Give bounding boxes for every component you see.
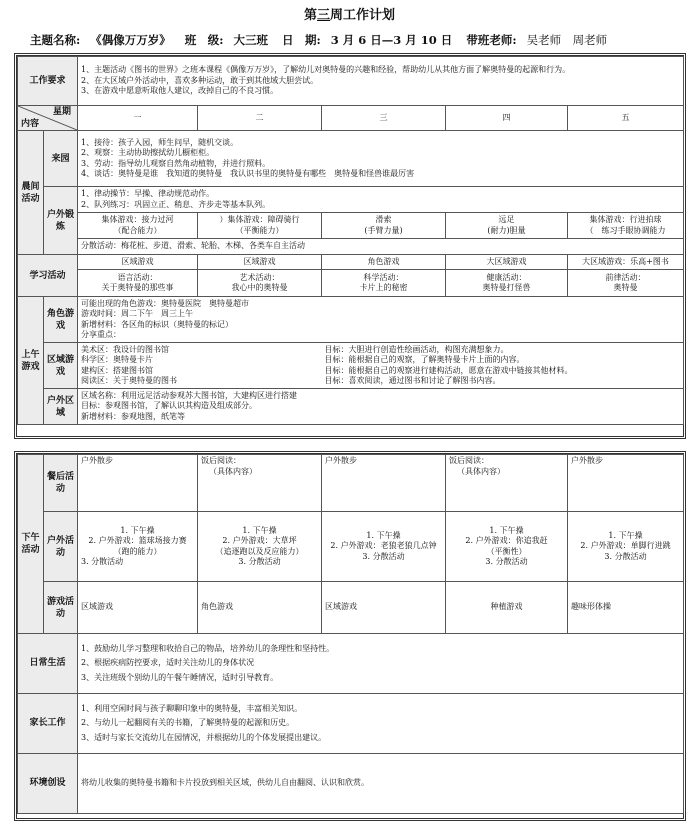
- subject-title: 奥特曼: [613, 283, 638, 292]
- title-prefix: 第: [303, 8, 317, 23]
- arrival-item: 4、谈话：奥特曼是谁 我知道的奥特曼 我认识书里的奥特曼有哪些 奥特曼和怪兽谁最厉害: [81, 169, 415, 178]
- area-game-left: [78, 343, 322, 389]
- study-subject-thu: [446, 270, 568, 297]
- study-game-thu: 大区域游戏: [446, 255, 568, 270]
- after-meal-tue: [198, 455, 322, 512]
- outdoor-step: 1. 下午操: [489, 525, 524, 535]
- subject-type: 健康活动：: [486, 272, 527, 282]
- exercise-group-goal: （平衡能力）: [235, 225, 284, 235]
- day-header-wed: 三: [322, 106, 446, 131]
- class-value: 大三班: [233, 33, 269, 47]
- exercise-group-title: ）集体游戏：障碍骑行: [219, 215, 300, 224]
- exercise-group-mon: [78, 213, 198, 239]
- study-game-mon: 区域游戏: [78, 255, 198, 270]
- role-item: 可能出现的角色游戏：奥特曼医院 奥特曼超市: [81, 298, 250, 308]
- plan-table-1: [17, 56, 684, 425]
- daily-item: 2、根据疾病防控要求，适时关注幼儿的身体状况: [81, 658, 255, 668]
- subject-type: 前律活动：: [605, 272, 646, 282]
- area-goal: 目标：大胆进行创造性绘画活动，构图充满想象力。: [324, 344, 509, 354]
- after-meal-thu: [446, 455, 568, 512]
- outdoor-step: 2. 户外游戏：你追我赶: [465, 536, 548, 545]
- environment-label: 环境创设: [18, 754, 78, 814]
- arrival-item: 3、劳动：指导幼儿观察自然角动植物，并进行照料。: [81, 158, 271, 168]
- exercise-group-goal: （ 练习手眼协调能力: [585, 225, 666, 235]
- exercise-group-tue: [198, 213, 322, 239]
- area-game-right: [322, 343, 684, 389]
- goals-label: 工作要求: [18, 57, 78, 106]
- theme-value: 《偶像万万岁》: [90, 33, 171, 47]
- outdoor-step: 3. 分散活动: [81, 557, 124, 566]
- outdoor-step: 3. 分散活动: [238, 557, 281, 566]
- exercise-common-item: 2、队列练习：巩固立正、稍息、齐步走等基本队列。: [81, 199, 271, 209]
- afternoon-outdoor-mon: [78, 512, 198, 582]
- exercise-group-title: 集体游戏：行进拍球: [589, 215, 662, 224]
- outdoor-step: 1. 下午操: [608, 530, 643, 540]
- role-item: 分享重点：: [81, 330, 122, 339]
- afternoon-games-label: 游戏活动: [44, 582, 78, 634]
- after-meal-label: 餐后活动: [44, 455, 78, 512]
- exercise-split: 分散活动：梅花桩、步道、滑索、轮胎、木梯、各类车自主活动: [78, 239, 684, 255]
- exercise-group-wed: [322, 213, 446, 239]
- corner-bottom-label: 内容: [21, 118, 40, 129]
- daily-content: [78, 634, 684, 694]
- after-meal-wed: [322, 455, 446, 512]
- afternoon-outdoor-tue: [198, 512, 322, 582]
- role-game-content: [78, 297, 684, 343]
- plan-table-2: [17, 454, 684, 814]
- forenoon-label: 上午游戏: [18, 297, 44, 425]
- exercise-group-title: 集体游戏：接力过河: [101, 215, 174, 224]
- goal-item: 2、在大区域户外活动中，喜欢多种运动，敢于到其他域大胆尝试。: [81, 75, 319, 85]
- afternoon-game-thu: 种植游戏: [446, 582, 568, 634]
- after-meal-activity: 饭后阅读：: [201, 456, 241, 465]
- afternoon-outdoor-label: 户外活动: [44, 512, 78, 582]
- afternoon-label: 下午活动: [18, 455, 44, 634]
- teacher-value: 吴老师 周老师: [526, 33, 608, 47]
- corner-top-label: 星期: [53, 107, 72, 117]
- exercise-label: 户外锻炼: [44, 187, 78, 255]
- area-goal: 目标：喜欢阅读，通过图书和讨论了解图书内容。: [324, 376, 501, 385]
- title-suffix: 周工作计划: [330, 8, 396, 23]
- outdoor-step: 3. 分散活动: [604, 551, 647, 561]
- after-meal-activity: 户外散步: [81, 456, 113, 465]
- teacher-label: 带班老师:: [466, 33, 517, 47]
- title-week: 三: [316, 8, 330, 23]
- role-game-label: 角色游戏: [44, 297, 78, 343]
- exercise-group-thu: [446, 213, 568, 239]
- after-meal-detail: （具体内容）: [457, 466, 505, 476]
- goal-item: 3、在游戏中愿意听取他人建议，改掉自己的不良习惯。: [81, 86, 279, 96]
- exercise-group-goal: (耐力)胆量: [487, 225, 526, 235]
- outdoor-step: （追逐跑以及反应能力）: [215, 546, 304, 556]
- exercise-group-goal: (手臂力量): [364, 225, 403, 235]
- outdoor-step: 1. 下午操: [242, 525, 277, 535]
- study-subject-wed: [322, 270, 446, 297]
- role-item: 新增材料：各区角的标识（奥特曼的标记）: [81, 319, 234, 329]
- environment-content: 将幼儿收集的奥特曼书籍和卡片投放到相关区域，供幼儿自由翻阅、认识和欣赏。: [78, 754, 684, 814]
- daily-label: 日常生活: [18, 634, 78, 694]
- area-goal: 目标：能根据自己的观察进行建构活动，愿意在游戏中链接其他材料。: [324, 365, 573, 375]
- outdoor-step: （跑的能力）: [113, 546, 162, 556]
- subject-title: 我心中的奥特曼: [231, 283, 288, 292]
- arrival-label: 来园: [44, 131, 78, 187]
- after-meal-activity: 饭后阅读：: [449, 456, 489, 465]
- subject-type: 语言活动：: [117, 272, 158, 282]
- parents-label: 家长工作: [18, 694, 78, 754]
- area-game-label: 区域游戏: [44, 343, 78, 389]
- outdoor-step: 3. 分散活动: [362, 551, 405, 561]
- exercise-group-title: 远足: [498, 215, 515, 224]
- parents-item: 2、与幼儿一起翻阅有关的书籍，了解奥特曼的起源和历史。: [81, 718, 295, 728]
- arrival-item: 2、观察：主动协助擦拭幼儿橱柜柜。: [81, 148, 215, 157]
- study-subject-fri: [568, 270, 684, 297]
- outdoor-step: 3. 分散活动: [485, 557, 528, 566]
- outdoor-item: 新增材料：参观地图，纸笔等: [81, 411, 186, 421]
- morning-label: 晨间活动: [18, 131, 44, 255]
- area-item: 阅读区：关于奥特曼的图书: [81, 376, 178, 385]
- theme-label: 主题名称:: [30, 33, 81, 47]
- outdoor-step: 2. 户外游戏：单脚行进跳: [580, 541, 671, 551]
- area-item: 建构区：搭建图书馆: [81, 365, 154, 375]
- area-item: 科学区：奥特曼卡片: [81, 355, 154, 364]
- area-item: 美术区：我设计的图书馆: [81, 344, 170, 354]
- parents-item: 1、利用空闲时间与孩子聊聊印象中的奥特曼，丰富相关知识。: [81, 703, 303, 713]
- study-subject-mon: [78, 270, 198, 297]
- study-game-fri: 大区域游戏：乐高+图书: [568, 255, 684, 270]
- outdoor-step: 1. 下午操: [366, 530, 401, 540]
- afternoon-outdoor-wed: [322, 512, 446, 582]
- goals-content: [78, 57, 684, 106]
- date-label: 日 期:: [282, 33, 321, 47]
- exercise-group-title: 滑索: [375, 215, 392, 224]
- subject-title: 关于奥特曼的那些事: [101, 283, 174, 292]
- arrival-item: 1、接待：孩子入园，师生问早，随机交谈。: [81, 137, 239, 147]
- day-header-fri: 五: [568, 106, 684, 131]
- daily-item: 3、关注班级个别幼儿的午餐午睡情况，适时引导教育。: [81, 672, 279, 682]
- goal-item: 1、主题活动《图书的世界》之班本课程《偶像万万岁》，了解幼儿对奥特曼的兴趣和经验，帮助幼儿从其他方面了解奥特曼的起源和行为。: [81, 65, 571, 75]
- after-meal-mon: [78, 455, 198, 512]
- parents-content: [78, 694, 684, 754]
- arrival-content: [78, 131, 684, 187]
- outdoor-step: 1. 下午操: [120, 525, 155, 535]
- page-title: [0, 4, 699, 23]
- role-item: 游戏时间：周二下午 周三上午: [81, 309, 194, 318]
- afternoon-game-wed: 区域游戏: [322, 582, 446, 634]
- study-game-tue: 区域游戏: [198, 255, 322, 270]
- class-label: 班 级:: [184, 33, 224, 47]
- day-corner-header: [18, 106, 78, 131]
- study-label: 学习活动: [18, 255, 78, 297]
- exercise-common-item: 1、律动操节：早操、律动规范动作。: [81, 189, 215, 198]
- after-meal-activity: 户外散步: [571, 456, 603, 465]
- subject-title: 奥特曼打怪兽: [482, 283, 531, 292]
- day-header-mon: 一: [78, 106, 198, 131]
- afternoon-game-mon: 区域游戏: [78, 582, 198, 634]
- exercise-group-goal: （配合能力）: [113, 225, 162, 235]
- area-goal: 目标：能根据自己的观察，了解奥特曼卡片上面的内容。: [324, 355, 525, 364]
- after-meal-detail: （具体内容）: [209, 466, 257, 476]
- plan-table-bottom: [14, 451, 686, 821]
- outdoor-step: 2. 户外游戏：老狼老狼几点钟: [330, 541, 437, 551]
- study-game-wed: 角色游戏: [322, 255, 446, 270]
- plan-table-top: [14, 53, 686, 439]
- daily-item: 1、鼓励幼儿学习整理和收拾自己的物品，培养幼儿的条理性和坚持性。: [81, 643, 335, 653]
- afternoon-game-fri: 趣味形体操: [568, 582, 684, 634]
- after-meal-activity: 户外散步: [325, 456, 357, 465]
- subject-title: 卡片上的秘密: [359, 283, 408, 292]
- after-meal-fri: [568, 455, 684, 512]
- exercise-common: [78, 187, 684, 213]
- outdoor-step: 2. 户外游戏：篮球场接力赛: [88, 536, 187, 545]
- outdoor-area-label: 户外区域: [44, 389, 78, 425]
- afternoon-game-tue: 角色游戏: [198, 582, 322, 634]
- afternoon-outdoor-thu: [446, 512, 568, 582]
- day-header-tue: 二: [198, 106, 322, 131]
- outdoor-step: （平衡性）: [486, 546, 527, 556]
- exercise-group-fri: [568, 213, 684, 239]
- plan-meta: [30, 32, 617, 48]
- study-subject-tue: [198, 270, 322, 297]
- day-header-thu: 四: [446, 106, 568, 131]
- outdoor-step: 2. 户外游戏：大草坪: [222, 536, 297, 545]
- subject-type: 科学活动：: [363, 272, 404, 282]
- outdoor-item: 目标：参观图书馆，了解认识其构造及组成部分。: [81, 401, 258, 411]
- subject-type: 艺术活动：: [239, 272, 280, 282]
- date-value: 3 月 6 日—3 月 10 日: [330, 33, 453, 47]
- afternoon-outdoor-fri: [568, 512, 684, 582]
- outdoor-item: 区域名称：利用远足活动参观苏大图书馆，大建构区进行搭建: [81, 390, 298, 400]
- outdoor-area-content: [78, 389, 684, 425]
- parents-item: 3、适时与家长交流幼儿在园情况，并根据幼儿的个体发展提出建议。: [81, 732, 327, 742]
